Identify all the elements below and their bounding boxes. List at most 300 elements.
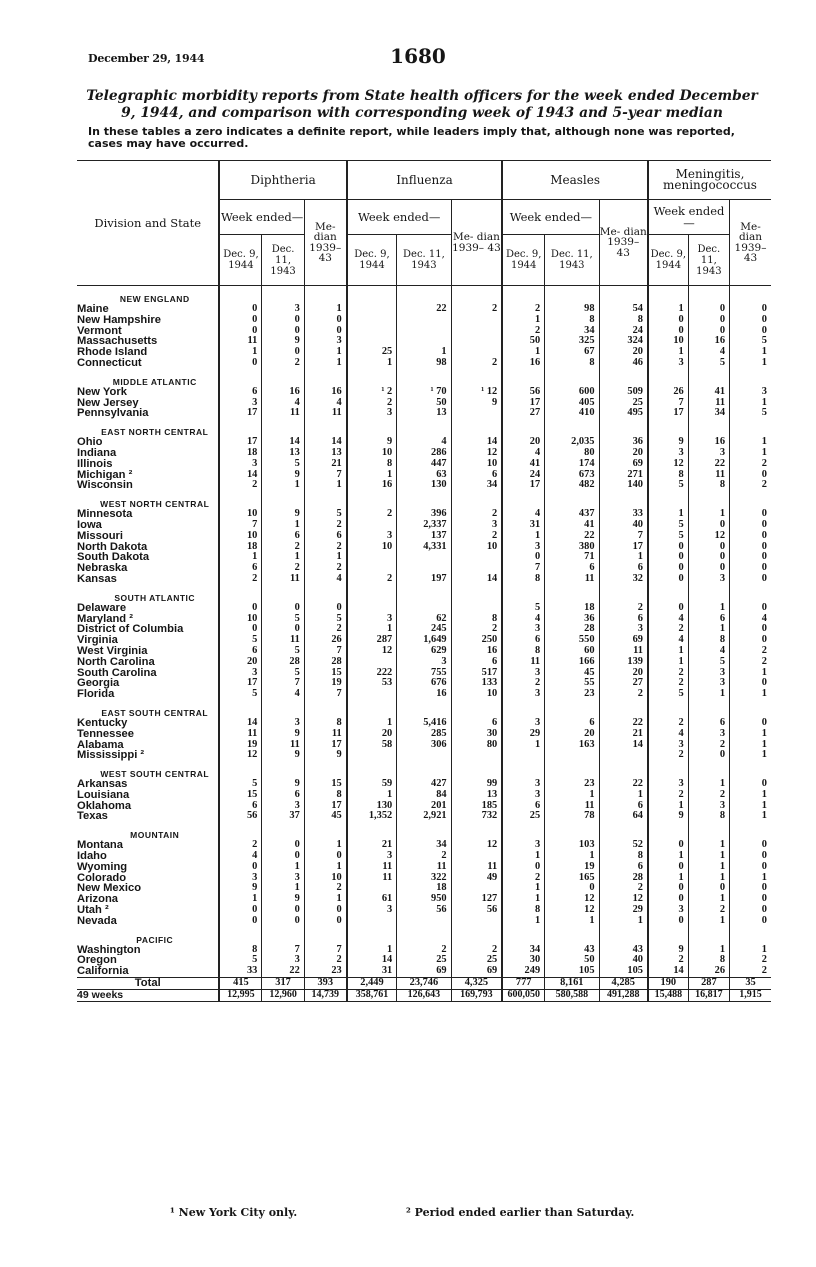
table-cell: 0: [730, 470, 771, 481]
table-cell: 16: [502, 358, 544, 369]
table-note: In these tables a zero indicates a definite report, while leaders imply that, although none was reported, cases may have occurred.: [88, 125, 735, 150]
table-cell: 2: [451, 509, 502, 520]
median-header: Me- dian 1939– 43: [304, 200, 346, 286]
median-header: Me- dian 1939– 43: [730, 200, 771, 286]
page-title: Telegraphic morbidity reports from State health officers for the week ended December 9, 1944, and comparison with corresponding week of 1943 and 5-year median: [86, 88, 758, 121]
table-cell: 0: [219, 624, 261, 635]
table-cell: 9: [262, 729, 304, 740]
table-cell: 78: [545, 811, 599, 822]
table-cell: 249: [502, 966, 544, 977]
state-name: Idaho: [77, 851, 107, 862]
table-cell: 1: [648, 657, 688, 668]
table-cell: 0: [262, 916, 304, 927]
footnote-1: ¹ New York City only.: [170, 1206, 298, 1219]
table-cell: 12: [219, 750, 261, 761]
table-cell: 2,035: [545, 437, 599, 448]
table-cell: 2: [502, 873, 544, 884]
table-row: [77, 894, 771, 905]
table-cell: 0: [730, 326, 771, 337]
table-cell: 15: [219, 790, 261, 801]
table-cell: 54: [599, 304, 648, 315]
table-cell: 12: [347, 646, 397, 657]
table-row: [77, 740, 771, 751]
table-cell: 25: [502, 811, 544, 822]
table-cell: 0: [730, 851, 771, 862]
table-cell: 517: [451, 668, 502, 679]
table-cell: 6: [599, 801, 648, 812]
dec9-header: Dec. 9, 1944: [219, 235, 261, 286]
state-name: Vermont: [77, 325, 122, 337]
table-cell: 3: [262, 801, 304, 812]
table-cell: 2: [451, 531, 502, 542]
table-cell: 36: [599, 437, 648, 448]
table-cell: 3: [648, 905, 688, 916]
table-cell: 0: [262, 905, 304, 916]
table-cell: 9: [648, 437, 688, 448]
section-row: [77, 369, 771, 387]
table-cell: 1,915: [730, 989, 771, 1001]
table-cell: 5: [648, 689, 688, 700]
table-cell: 1: [730, 873, 771, 884]
table-cell: 126,643: [397, 989, 451, 1001]
table-cell: 11: [451, 862, 502, 873]
table-cell: 41: [502, 459, 544, 470]
table-cell: 9: [262, 894, 304, 905]
table-cell: 7: [599, 531, 648, 542]
table-row: [77, 966, 771, 977]
table-row: [77, 336, 771, 347]
table-cell: 0: [502, 552, 544, 563]
table-cell: 1: [688, 862, 729, 873]
table-cell: 25: [451, 955, 502, 966]
table-cell: 285: [397, 729, 451, 740]
table-row: [77, 358, 771, 369]
table-cell: 5: [262, 668, 304, 679]
table-cell: 41: [688, 387, 729, 398]
table-cell: 0: [648, 916, 688, 927]
table-cell: 3: [730, 387, 771, 398]
table-cell: 8: [502, 905, 544, 916]
state-name: District of Columbia: [77, 624, 184, 636]
table-cell: 10: [304, 873, 346, 884]
table-cell: 2: [648, 678, 688, 689]
table-cell: 1: [545, 916, 599, 927]
week-ended-header: Week ended—: [347, 200, 451, 235]
table-cell: 0: [730, 718, 771, 729]
table-cell: 10: [451, 689, 502, 700]
table-row: [77, 480, 771, 491]
table-cell: 1: [688, 894, 729, 905]
table-cell: 2: [648, 624, 688, 635]
table-cell: 26: [648, 387, 688, 398]
table-row: [77, 718, 771, 729]
section-label: PACIFIC: [136, 934, 174, 945]
table-cell: 0: [219, 603, 261, 614]
table-cell: 1: [730, 398, 771, 409]
table-row: [77, 304, 771, 315]
table-cell: 396: [397, 509, 451, 520]
table-cell: 550: [545, 635, 599, 646]
table-cell: 0: [688, 750, 729, 761]
table-cell: 5: [688, 358, 729, 369]
table-cell: 7: [262, 678, 304, 689]
table-cell: 20: [599, 347, 648, 358]
table-cell: 1: [304, 304, 346, 315]
table-cell: 2: [502, 326, 544, 337]
table-cell: 8: [688, 955, 729, 966]
table-cell: 28: [262, 657, 304, 668]
table-cell: 5: [648, 520, 688, 531]
table-cell: [397, 603, 451, 614]
table-cell: 1: [502, 894, 544, 905]
table-cell: 130: [347, 801, 397, 812]
table-row: [77, 689, 771, 700]
table-cell: 5: [262, 614, 304, 625]
table-cell: 50: [545, 955, 599, 966]
table-cell: 1: [688, 509, 729, 520]
table-cell: 7: [219, 520, 261, 531]
table-cell: 0: [219, 326, 261, 337]
table-cell: 2: [730, 646, 771, 657]
table-cell: 0: [730, 883, 771, 894]
table-cell: 139: [599, 657, 648, 668]
table-cell: 26: [304, 635, 346, 646]
table-cell: 393: [304, 978, 346, 990]
table-cell: 5: [648, 531, 688, 542]
table-cell: 8: [304, 790, 346, 801]
table-cell: 0: [730, 509, 771, 520]
table-cell: 11: [688, 470, 729, 481]
table-cell: 3: [688, 801, 729, 812]
table-row: [77, 315, 771, 326]
table-cell: 17: [648, 408, 688, 419]
table-cell: 20: [347, 729, 397, 740]
table-cell: 0: [304, 905, 346, 916]
table-cell: 1: [648, 304, 688, 315]
table-cell: 1: [262, 862, 304, 873]
table-cell: 0: [219, 862, 261, 873]
state-name: Colorado: [77, 872, 127, 884]
table-cell: 16: [262, 387, 304, 398]
table-cell: 1: [730, 790, 771, 801]
table-cell: 0: [648, 862, 688, 873]
table-cell: 0: [730, 520, 771, 531]
table-cell: 8: [502, 646, 544, 657]
table-row: [77, 945, 771, 956]
table-cell: 26: [688, 966, 729, 977]
table-cell: [451, 326, 502, 337]
table-cell: 1: [502, 347, 544, 358]
morbidity-table: [77, 160, 771, 1002]
table-cell: 3: [304, 336, 346, 347]
table-cell: 12: [451, 840, 502, 851]
table-cell: 2: [730, 657, 771, 668]
table-cell: 8: [545, 358, 599, 369]
dec9-header: Dec. 9, 1944: [347, 235, 397, 286]
table-cell: 55: [545, 678, 599, 689]
table-cell: [347, 304, 397, 315]
table-cell: ¹ 70: [397, 387, 451, 398]
table-cell: 20: [502, 437, 544, 448]
table-cell: 358,761: [347, 989, 397, 1001]
table-cell: 11: [397, 862, 451, 873]
table-cell: [502, 750, 544, 761]
table-cell: 4,325: [451, 978, 502, 990]
state-name: Missouri: [77, 530, 124, 542]
table-cell: 3: [347, 614, 397, 625]
table-cell: 63: [397, 470, 451, 481]
table-cell: 19: [545, 862, 599, 873]
table-cell: 28: [304, 657, 346, 668]
table-cell: 3: [219, 398, 261, 409]
table-cell: 11: [599, 646, 648, 657]
table-cell: 25: [599, 398, 648, 409]
table-cell: [397, 750, 451, 761]
table-cell: 8: [347, 459, 397, 470]
state-name: New Mexico: [77, 883, 142, 895]
table-cell: 4: [304, 574, 346, 585]
week-ended-header: Week ended—: [648, 200, 730, 235]
table-cell: 3: [502, 624, 544, 635]
table-cell: 1: [502, 883, 544, 894]
table-cell: 10: [347, 542, 397, 553]
table-cell: 0: [219, 304, 261, 315]
state-name: Maine: [77, 304, 109, 315]
table-cell: 31: [502, 520, 544, 531]
state-name: Oklahoma: [77, 800, 132, 812]
table-cell: 62: [397, 614, 451, 625]
dec11-header: Dec. 11, 1943: [545, 235, 599, 286]
table-cell: 1: [304, 358, 346, 369]
section-label: EAST NORTH CENTRAL: [101, 427, 209, 438]
table-cell: 732: [451, 811, 502, 822]
table-cell: 20: [219, 657, 261, 668]
table-cell: 8: [599, 851, 648, 862]
table-cell: 306: [397, 740, 451, 751]
table-cell: 6: [451, 470, 502, 481]
table-cell: [397, 916, 451, 927]
table-cell: 23: [545, 689, 599, 700]
table-cell: 0: [730, 779, 771, 790]
table-cell: 69: [397, 966, 451, 977]
table-cell: 5: [219, 689, 261, 700]
state-name: Michigan ²: [77, 469, 133, 481]
table-cell: 3: [262, 955, 304, 966]
section-row: [77, 761, 771, 779]
table-cell: 4: [502, 448, 544, 459]
total-row: [77, 978, 771, 990]
table-cell: 5: [219, 779, 261, 790]
table-cell: 64: [599, 811, 648, 822]
table-cell: 22: [599, 779, 648, 790]
table-cell: 16: [304, 387, 346, 398]
state-name: Montana: [77, 840, 123, 852]
table-cell: 2: [730, 955, 771, 966]
table-cell: 0: [730, 635, 771, 646]
table-row: [77, 574, 771, 585]
table-cell: 6: [219, 563, 261, 574]
section-row: [77, 927, 771, 945]
table-cell: 0: [648, 552, 688, 563]
table-cell: 6: [599, 862, 648, 873]
table-row: [77, 408, 771, 419]
table-cell: 41: [545, 520, 599, 531]
table-cell: 1: [397, 347, 451, 358]
table-cell: 6: [219, 387, 261, 398]
table-cell: 4: [219, 851, 261, 862]
table-cell: 3: [688, 678, 729, 689]
table-cell: 0: [730, 304, 771, 315]
table-row: [77, 729, 771, 740]
table-cell: 2: [304, 624, 346, 635]
table-cell: 69: [599, 635, 648, 646]
table-cell: 67: [545, 347, 599, 358]
table-cell: 6: [545, 718, 599, 729]
state-name: Ohio: [77, 437, 103, 448]
table-cell: 3: [347, 408, 397, 419]
table-cell: 166: [545, 657, 599, 668]
table-cell: 755: [397, 668, 451, 679]
table-cell: 0: [304, 916, 346, 927]
state-name: Texas: [77, 811, 108, 823]
state-name: Arizona: [77, 894, 119, 906]
table-body: [77, 286, 771, 1002]
table-cell: 0: [688, 883, 729, 894]
table-cell: 8: [219, 945, 261, 956]
table-cell: 201: [397, 801, 451, 812]
section-label: WEST NORTH CENTRAL: [100, 499, 210, 510]
table-cell: 0: [304, 851, 346, 862]
table-cell: 140: [599, 480, 648, 491]
table-cell: 5: [219, 635, 261, 646]
table-cell: 0: [648, 542, 688, 553]
table-cell: 18: [397, 883, 451, 894]
state-name: North Carolina: [77, 656, 155, 668]
table-cell: 2: [347, 509, 397, 520]
table-cell: 2: [730, 459, 771, 470]
section-label: SOUTH ATLANTIC: [114, 592, 196, 603]
table-cell: 1: [262, 883, 304, 894]
table-cell: 1: [688, 851, 729, 862]
state-name: Delaware: [77, 602, 127, 614]
table-cell: 11: [219, 729, 261, 740]
table-cell: 15: [304, 668, 346, 679]
table-cell: 34: [545, 326, 599, 337]
table-cell: 105: [599, 966, 648, 977]
table-cell: 2: [730, 480, 771, 491]
table-cell: 84: [397, 790, 451, 801]
table-cell: [347, 689, 397, 700]
table-cell: 7: [304, 470, 346, 481]
table-cell: 18: [219, 448, 261, 459]
table-cell: 0: [730, 603, 771, 614]
table-cell: 16: [397, 689, 451, 700]
state-name: New Hampshire: [77, 314, 161, 326]
table-cell: ¹ 12: [451, 387, 502, 398]
table-cell: 4,331: [397, 542, 451, 553]
table-cell: 13: [451, 790, 502, 801]
table-cell: 20: [545, 729, 599, 740]
table-cell: 2: [648, 790, 688, 801]
table-cell: 317: [262, 978, 304, 990]
table-cell: 2,921: [397, 811, 451, 822]
state-name: Virginia: [77, 635, 118, 646]
table-cell: 0: [262, 851, 304, 862]
table-cell: 14: [219, 470, 261, 481]
table-cell: 20: [599, 668, 648, 679]
table-cell: 11: [347, 862, 397, 873]
table-cell: 6: [688, 718, 729, 729]
table-cell: 6: [502, 801, 544, 812]
table-cell: 130: [397, 480, 451, 491]
table-cell: 1: [730, 750, 771, 761]
table-cell: 12: [545, 894, 599, 905]
table-cell: 21: [599, 729, 648, 740]
table-cell: 1: [730, 358, 771, 369]
table-cell: 0: [730, 905, 771, 916]
table-cell: 6: [599, 563, 648, 574]
table-cell: 14: [262, 437, 304, 448]
table-cell: 3: [262, 718, 304, 729]
table-row: [77, 668, 771, 679]
table-cell: 1: [219, 347, 261, 358]
table-cell: 23: [545, 779, 599, 790]
table-cell: 2: [730, 966, 771, 977]
table-row: [77, 520, 771, 531]
table-cell: 4: [304, 398, 346, 409]
table-row: [77, 916, 771, 927]
table-cell: 3: [262, 873, 304, 884]
table-cell: 9: [219, 883, 261, 894]
table-cell: 950: [397, 894, 451, 905]
table-cell: 1: [730, 945, 771, 956]
table-cell: 580,588: [545, 989, 599, 1001]
table-cell: 7: [502, 563, 544, 574]
table-cell: 8: [304, 718, 346, 729]
table-cell: 1: [219, 552, 261, 563]
table-cell: 6: [688, 614, 729, 625]
table-cell: 1: [648, 873, 688, 884]
table-cell: 22: [397, 304, 451, 315]
table-cell: 59: [347, 779, 397, 790]
table-cell: 197: [397, 574, 451, 585]
table-row: [77, 862, 771, 873]
table-cell: 0: [688, 326, 729, 337]
table-cell: 14: [304, 437, 346, 448]
median-header: Me- dian 1939– 43: [599, 200, 648, 286]
table-cell: 10: [451, 542, 502, 553]
table-cell: 11: [304, 729, 346, 740]
table-cell: 17: [219, 678, 261, 689]
state-name: Wyoming: [77, 861, 128, 873]
table-cell: [347, 657, 397, 668]
table-cell: 4,285: [599, 978, 648, 990]
state-name: Utah ²: [77, 905, 109, 916]
header-date: December 29, 1944: [88, 52, 205, 65]
table-cell: 0: [262, 624, 304, 635]
table-cell: 1: [688, 840, 729, 851]
table-row: [77, 347, 771, 358]
table-cell: 20: [599, 448, 648, 459]
table-cell: 3: [219, 668, 261, 679]
table-cell: 14: [451, 574, 502, 585]
table-cell: 12: [451, 448, 502, 459]
state-name: Illinois: [77, 458, 113, 470]
table-cell: 34: [451, 480, 502, 491]
table-cell: 10: [648, 336, 688, 347]
table-cell: 2: [219, 574, 261, 585]
table-cell: 482: [545, 480, 599, 491]
